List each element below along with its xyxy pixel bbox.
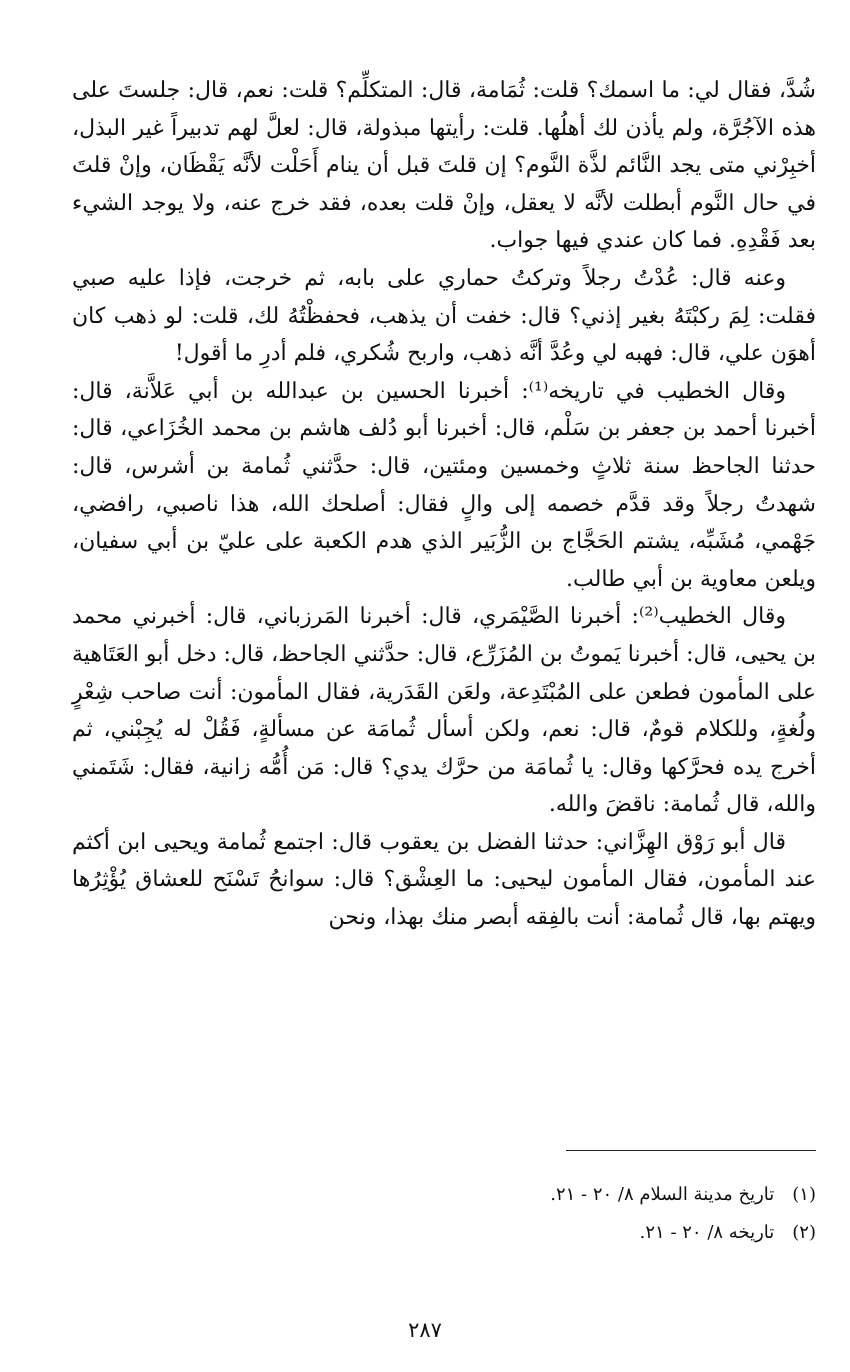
paragraph-5: قال أبو رَوْق الهِزَّاني: حدثنا الفضل بن يعقوب قال: اجتمع ثُمامة ويحيى ابن أكثم عند المأمون، فقال المأمون ليحيى: ما العِشْق؟ قال: سوانحُ تَسْنَح للعشاق يُؤْثِرُها ويهتم بها، قال ثُمامة: أنت بالفِقه أبصر منك بهذا، ونحن <box>72 829 816 931</box>
paragraph-1: شُدَّ، فقال لي: ما اسمك؟ قلت: ثُمَامة، قال: المتكلِّم؟ قلت: نعم، قال: جلستَ على هذه الآجُرَّة، ولم يأذن لك أهلُها. قلت: رأيتها مبذولة، قال: لعلَّ لهم تدبيراً غير البذل، أخبِرْني متى يجد النَّائم لذَّة النَّوم؟ إن قلتَ قبل أن ينام أَحَلْت لأنَّه يَقْظَان، وإنْ قلتَ في حال النَّوم أبطلت لأنَّه لا يعقل، وإنْ قلت بعده، فقد خرج عنه، ولا يوجد الشيء بعد فَقْدِهِ. فما كان عندي فيها جواب. <box>72 78 816 254</box>
footnote-number: (٢) <box>792 1222 816 1243</box>
footnote-1 <box>56 1180 816 1210</box>
footnote-number: (١) <box>792 1184 816 1205</box>
footnote-2 <box>56 1218 816 1248</box>
paragraph-2: وعنه قال: عُدْتُ رجلاً وتركتُ حماري على بابه، ثم خرجت، فإذا عليه صبي فقلت: لِمَ ركبْتَهُ بغير إذني؟ قال: خفت أن يذهب، فحفظْتُهُ لك، قلت: لو ذهب كان أهوَن علي، قال: فهبه لي وعُدَّ أنَّه ذهب، واربح شُكري، فلم أدرِ ما أقول! <box>72 265 816 367</box>
footnote-text: تاريخ مدينة السلام ٨/ ٢٠ - ٢١. <box>550 1184 775 1205</box>
footnote-divider <box>566 1150 816 1151</box>
paragraph-4: وقال الخطيب⁽²⁾: أخبرنا الصَّيْمَري، قال: أخبرنا المَرزباني، قال: أخبرني محمد بن يحيى، قال: أخبرنا يَموتُ بن المُزَرِّع، قال: حدَّثني الجاحظ، قال: دخل أبو العَتَاهية على المأمون فطعن على المُبْتَدِعة، ولعَن القَدَرية، فقال المأمون: أنت صاحب شِعْرٍ ولُغةٍ، وللكلام قومٌ، قال: نعم، ولكن أسأل ثُمامَة عن مسألةٍ، فَقُلْ له يُجِبْني، ثم أخرج يده فحرَّكها وقال: يا ثُمامَة من حرَّك يدي؟ قال: مَن أُمُّه زانية، فقال: شَتَمني والله، قال ثُمامة: ناقضَ والله. <box>72 604 816 818</box>
footnote-text: تاريخه ٨/ ٢٠ - ٢١. <box>639 1222 775 1243</box>
page-number: ٢٨٧ <box>408 1318 442 1342</box>
main-text <box>72 72 816 937</box>
footnotes <box>56 1180 816 1256</box>
paragraph-3: وقال الخطيب في تاريخه⁽¹⁾: أخبرنا الحسين بن عبدالله بن أبي عَلاَّنة، قال: أخبرنا أحمد بن جعفر بن سَلْم، قال: أخبرنا أبو دُلف هاشم بن محمد الخُزَاعي، قال: حدثنا الجاحظ سنة ثلاثٍ وخمسين ومئتين، قال: حدَّثني ثُمامة بن أشرس، قال: شهدتُ رجلاً وقد قدَّم خصمه إلى والٍ فقال: أصلحك الله، هذا ناصبي، رافضي، جَهْمي، مُشَبِّه، يشتم الحَجَّاج بن الزُّبَير الذي هدم الكعبة على عليّ بن أبي سفيان، ويلعن معاوية بن أبي طالب. <box>72 378 816 592</box>
